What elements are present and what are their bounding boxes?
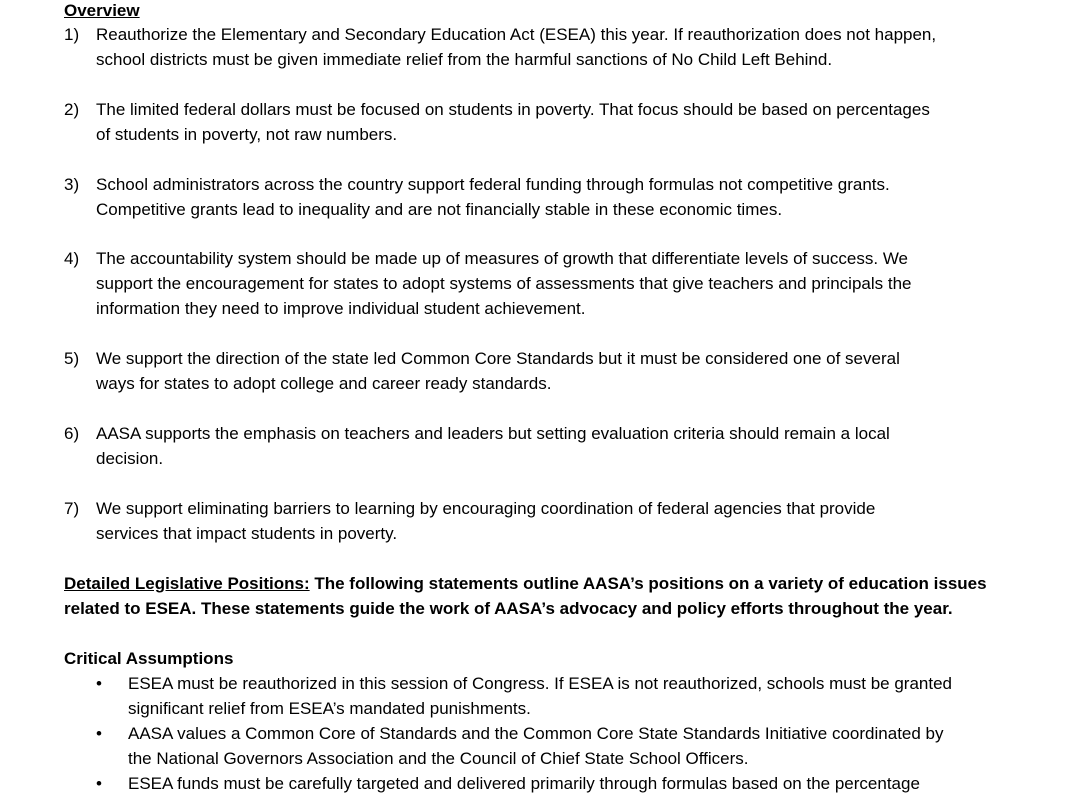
item-text-line: Competitive grants lead to inequality and are not financially stable in these economic times. [96,200,783,219]
item-text-line: School administrators across the country support federal funding through formulas not competitive grants. [96,175,890,194]
item-text-line: of students in poverty, not raw numbers. [96,125,398,144]
item-text-line: ways for states to adopt college and career ready standards. [96,374,552,393]
item-number: 3) [64,175,80,194]
bullet-icon: • [96,724,102,743]
item-text-line: decision. [96,449,164,468]
item-text-line: The accountability system should be made up of measures of growth that differentiate levels of success. We [96,249,909,268]
bullet-text-line: ESEA funds must be carefully targeted and delivered primarily through formulas based on the percentage [128,774,920,793]
item-text-line: We support eliminating barriers to learning by encouraging coordination of federal agencies that provide [96,499,876,518]
bullet-icon: • [96,674,102,693]
item-number: 5) [64,349,80,368]
detailed-positions-text: The following statements outline AASA’s positions on a variety of education issues [309,574,987,593]
item-number: 4) [64,249,80,268]
item-text-line: AASA supports the emphasis on teachers and leaders but setting evaluation criteria should remain a local [96,424,890,443]
item-text-line: We support the direction of the state led Common Core Standards but it must be considered one of several [96,349,900,368]
item-text-line: services that impact students in poverty. [96,524,398,543]
item-text-line: The limited federal dollars must be focused on students in poverty. That focus should be based on percentages [96,100,930,119]
overview-heading: Overview [64,1,140,20]
item-text-line: Reauthorize the Elementary and Secondary Education Act (ESEA) this year. If reauthorization does not happen, [96,25,937,44]
item-number: 1) [64,25,80,44]
item-number: 7) [64,499,80,518]
critical-assumptions-heading: Critical Assumptions [64,649,234,668]
bullet-text-line: significant relief from ESEA’s mandated punishments. [128,699,531,718]
item-number: 2) [64,100,80,119]
bullet-text-line: the National Governors Association and the Council of Chief State School Officers. [128,749,749,768]
item-text-line: information they need to improve individual student achievement. [96,299,586,318]
bullet-text-line: ESEA must be reauthorized in this session of Congress. If ESEA is not reauthorized, schools must be granted [128,674,952,693]
detailed-positions-intro [64,571,987,596]
bullet-icon: • [96,774,102,793]
bullet-text-line: AASA values a Common Core of Standards and the Common Core State Standards Initiative coordinated by [128,724,944,743]
detailed-positions-label: Detailed Legislative Positions: [64,574,310,593]
item-number: 6) [64,424,80,443]
detailed-positions-text-line: related to ESEA. These statements guide the work of AASA’s advocacy and policy efforts throughout the year. [64,599,953,618]
item-text-line: support the encouragement for states to adopt systems of assessments that give teachers and principals the [96,274,912,293]
item-text-line: school districts must be given immediate relief from the harmful sanctions of No Child Left Behind. [96,50,833,69]
